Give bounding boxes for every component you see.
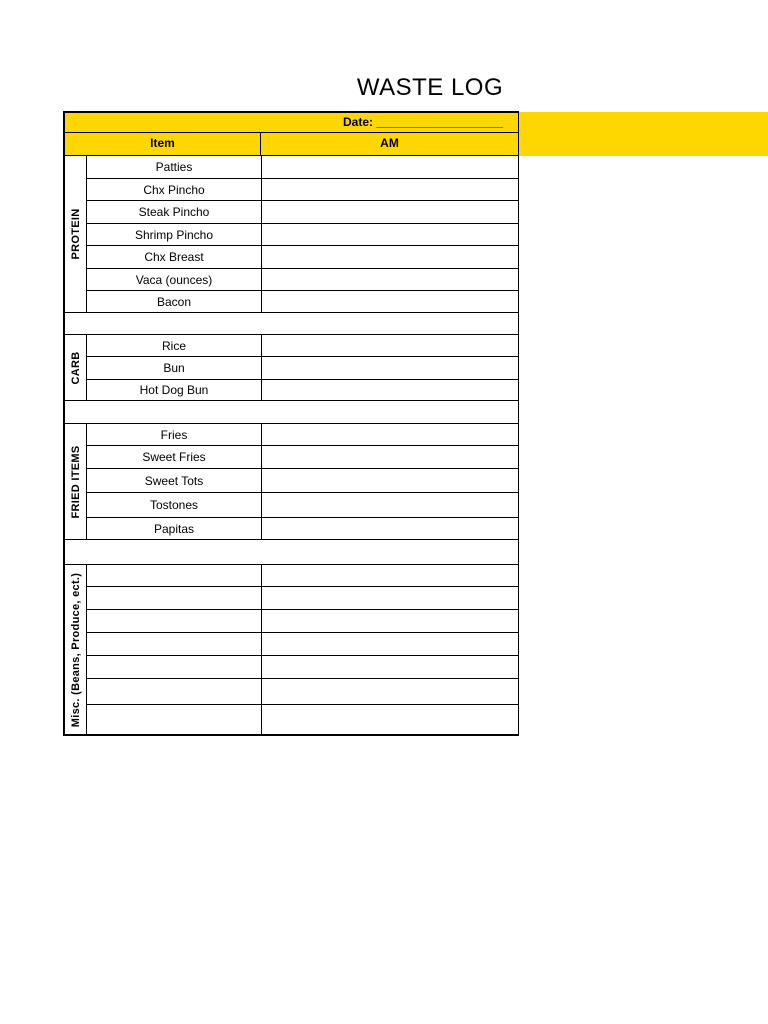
table-row [87,246,518,269]
item-cell: Bacon [87,291,262,312]
section-spacer [63,313,519,335]
section-carb [63,334,519,401]
section-misc [63,564,519,736]
am-column-header: AM [380,136,399,150]
table-row [87,518,518,539]
page-title: WASTE LOG [356,74,504,101]
am-entry-cell[interactable] [262,357,518,379]
date-row [63,111,519,133]
item-cell: Rice [87,335,262,356]
table-row [87,705,518,735]
am-entry-cell[interactable] [262,518,518,539]
table-row [87,446,518,469]
table-row [87,269,518,291]
item-cell: Sweet Tots [87,469,262,492]
am-entry-cell[interactable] [262,424,518,445]
table-row [87,201,518,224]
am-entry-cell[interactable] [262,469,518,492]
am-entry-cell[interactable] [262,335,518,356]
item-cell[interactable] [87,679,262,704]
item-cell[interactable] [87,633,262,655]
item-cell: Fries [87,424,262,445]
am-entry-cell[interactable] [262,269,518,290]
am-entry-cell[interactable] [262,156,518,178]
item-cell: Bun [87,357,262,379]
table-row [87,610,518,633]
item-cell: Sweet Fries [87,446,262,468]
am-entry-cell[interactable] [262,380,518,400]
item-cell: Hot Dog Bun [87,380,262,400]
table-row [87,291,518,312]
item-cell[interactable] [87,587,262,609]
table-row [87,656,518,679]
column-header-row [63,133,519,156]
table-row [87,565,518,587]
am-entry-cell[interactable] [262,201,518,223]
section-protein [63,156,519,313]
item-cell: Steak Pincho [87,201,262,223]
am-entry-cell[interactable] [262,179,518,200]
table-row [87,679,518,705]
table-row [87,469,518,493]
am-entry-cell[interactable] [262,679,518,704]
item-cell: Papitas [87,518,262,539]
table-row [87,380,518,400]
item-column-header: Item [65,133,261,155]
section-spacer [63,540,519,565]
category-cell [65,424,87,539]
am-entry-cell[interactable] [262,633,518,655]
item-cell: Shrimp Pincho [87,224,262,245]
am-entry-cell[interactable] [262,493,518,517]
table-row [87,424,518,446]
category-label: FRIED ITEMS [69,445,82,518]
date-label[interactable]: Date: ___________________ [343,115,504,129]
item-cell: Chx Pincho [87,179,262,200]
am-entry-cell[interactable] [262,656,518,678]
category-cell [65,335,87,400]
table-row [87,335,518,357]
category-cell [65,156,87,312]
section-spacer [63,401,519,424]
item-cell[interactable] [87,656,262,678]
table-row [87,357,518,380]
table-row [87,493,518,518]
item-cell: Tostones [87,493,262,517]
table-row [87,179,518,201]
am-entry-cell[interactable] [262,565,518,586]
item-cell: Vaca (ounces) [87,269,262,290]
am-entry-cell[interactable] [262,610,518,632]
am-entry-cell[interactable] [262,224,518,245]
header-fill-band [519,112,768,156]
category-cell [65,565,87,734]
item-cell: Patties [87,156,262,178]
am-entry-cell[interactable] [262,246,518,268]
table-row [87,587,518,610]
item-cell[interactable] [87,565,262,586]
category-label: Misc. (Beans, Produce, ect.) [69,572,82,727]
section-fried-items [63,423,519,540]
table-row [87,156,518,179]
table-row [87,224,518,246]
item-cell[interactable] [87,705,262,735]
am-entry-cell[interactable] [262,291,518,312]
item-cell: Chx Breast [87,246,262,268]
table-row [87,633,518,656]
am-entry-cell[interactable] [262,446,518,468]
am-entry-cell[interactable] [262,705,518,735]
item-cell[interactable] [87,610,262,632]
category-label: CARB [69,351,82,384]
am-entry-cell[interactable] [262,587,518,609]
category-label: PROTEIN [69,208,82,260]
